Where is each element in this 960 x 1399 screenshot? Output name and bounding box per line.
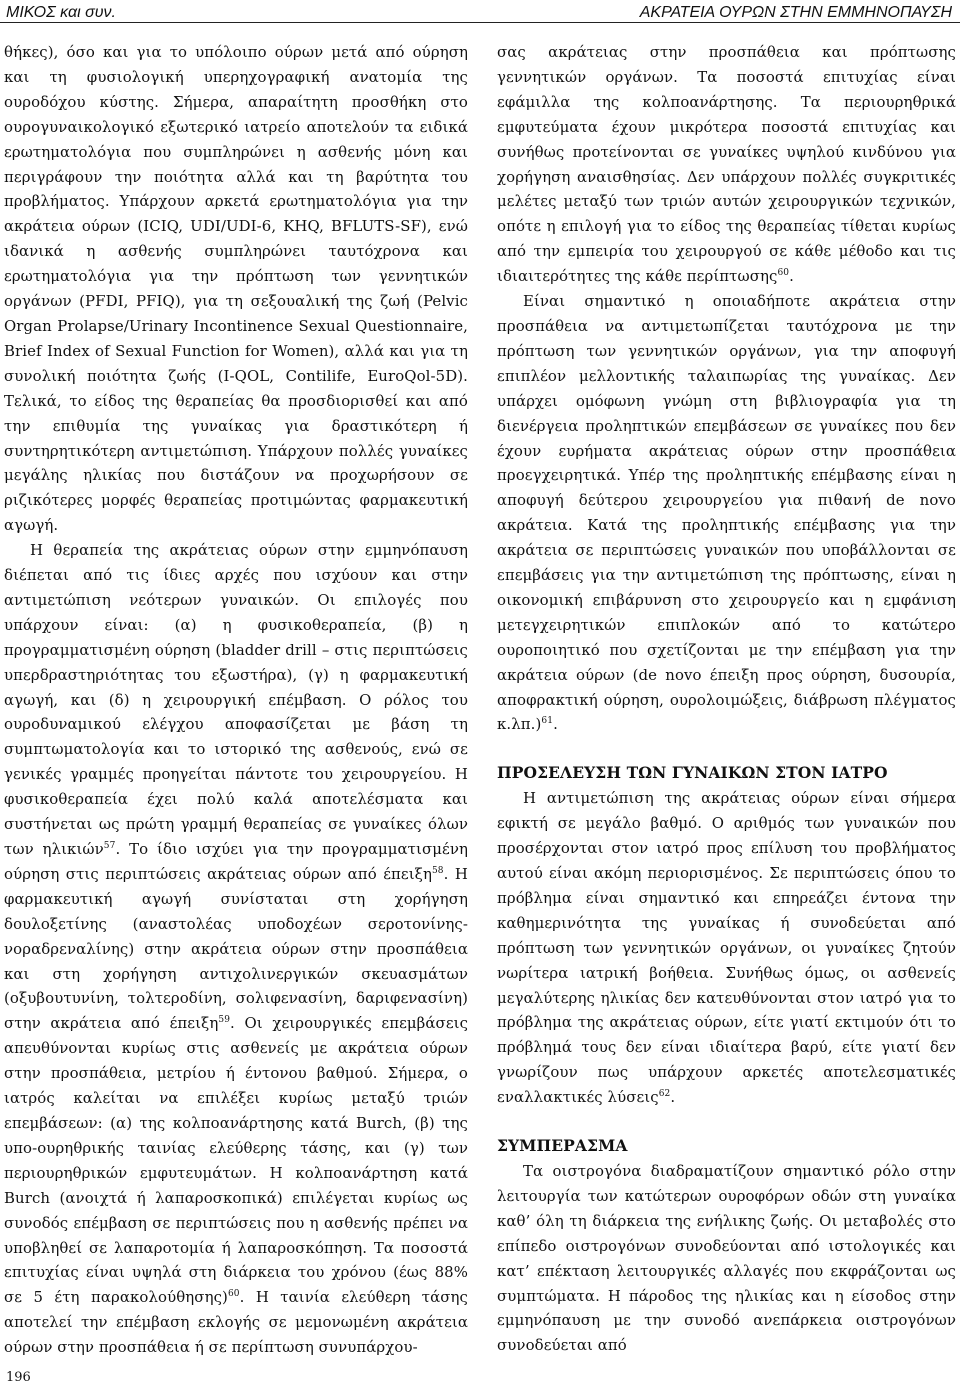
left-paragraph-2-text-b: . Το ίδιο ισχύει για την προγραμματισμένη ούρηση στις περιπτώσεις ακράτειας ούρων από έπειξη (4, 840, 468, 883)
right-paragraph-3-text-b: . (670, 1088, 676, 1107)
left-paragraph-2-text-e: . Η ταινία ελεύθερη τάσης αποτελεί την επέμβαση εκλογής σε μεμονωμένη ακράτεια ούρων στην προσπάθεια ή σε περίπτωση συνυπάρχου- (4, 1288, 468, 1357)
right-paragraph-2-text-a: Είναι σημαντικό η οποιαδήποτε ακράτεια στην προσπάθεια να αντιμετωπίζεται ταυτόχρονα με την πρόπτωση των γεννητικών οργάνων, για την αποφυγή επιπλέον μελλοντικής ταλαιπωρίας της γυναίκας. Δεν υπάρχει ομόφωνη γνώμη στη βιβλιογραφία για τη διενέργεια προληπτικών επεμβάσεων σε γυναίκες που δεν έχουν ευρήματα ακράτειας ούρων στην προσπάθεια προεγχειρητικά. Υπέρ της προληπτικής επέμβασης είναι η αποφυγή δεύτερου χειρουργείου για πιθανή de novo ακράτεια. Κατά της προληπτικής επέμβασης για την ακράτεια σε περιπτώσεις γυναικών που υποβάλλονται σε επεμβάσεις για την αντιμετώπιση της πρόπτωσης, είναι η οικονομική επιβάρυνση στο χειρουργείο και η εμφάνιση μετεγχειρητικών επιπλοκών από το κατώτερο ουροποιητικό που σχετίζονται με την επέμβαση για την ακράτεια ούρων (de novo έπειξη προς ούρηση, δυσουρία, αποφρακτική ούρηση, ουρολοιμώξεις, διάβρωση πλέγματος κ.λπ.) (497, 292, 956, 734)
left-paragraph-1-text: θήκες), όσο και για το υπόλοιπο ούρων μετά από ούρηση και τη φυσιολογική υπερηχογραφική ανατομία της ουροδόχου κύστης. Σήμερα, απαραίτητη προσθήκη στο ουρογυναικολογικό εξωτερικό ιατρείο αποτελούν τα ειδικά ερωτηματολόγια που συμπληρώνει η ασθενής μόνη και περιγράφουν την ποιότητα αλλά και τη βαρύτητα του προβλήματος. Υπάρχουν αρκετά ερωτηματολόγια για την ακράτεια ούρων (ICIQ, UDI/UDI-6, KHQ, BFLUTS-SF), ενώ ιδανικά η ασθενής συμπληρώνει ταυτόχρονα και ερωτηματολόγια για την πρόπτωση των γεννητικών οργάνων (PFDI, PFIQ), για τη σεξουαλική της ζωή (Pelvic Organ Prolapse/Urinary Incontinence Sexual Questionnaire, Brief Index of Sexual Function for Women), αλλά και για τη συνολική ποιότητα ζωής (I-QOL, Contilife, EuroQol-5D). Τελικά, το είδος της θεραπείας θα προσδιορισθεί και από την επιθυμία της γυναίκας για δραστικότερη ή συντηρητικότερη αντιμετώπιση. Υπάρχουν πολλές γυναίκες μεγάλης ηλικίας που διστάζουν να προχωρήσουν σε ριζικότερες μορφές θεραπείας προτιμώντας φαρμακευτική αγωγή. (4, 43, 468, 535)
left-paragraph-2-text-c: . Η φαρμακευτική αγωγή συνίσταται στη χορήγηση δουλοξετίνης (αναστολέας υποδοχέων σεροτονίνης-νοραδρεναλίνης) στην ακράτεια ούρων στην προσπάθεια και στη χορήγηση αντιχολινεργικών σκευασμάτων (οξυβουτυνίνη, τολτεροδίνη, σολιφενασίνη, δαριφενασίνη) στην ακράτεια από έπειξη (4, 864, 468, 1033)
left-paragraph-2-text-d: . Οι χειρουργικές επεμβάσεις απευθύνονται κυρίως στις ασθενείς με ακράτεια ούρων στην προσπάθεια, μετρίου ή έντονου βαθμού. Σήμερα, ο ιατρός καλείται να επιλέξει κυρίως μεταξύ τριών επεμβάσεων: (α) της κολποανάρτησης κατά Burch, (β) της υπο-ουρηθρικής ταινίας ελεύθερης τάσης, και (γ) των περιουρηθρικών εμφυτευμάτων. Η κολποανάρτηση κατά Burch (ανοιχτά ή λαπαροσκοπικά) επιλέγεται κυρίως ως συνοδός επέμβαση σε περιπτώσεις που η ασθενής πρέπει να υποβληθεί σε λαπαροτομία ή λαπαροσκόπηση. Τα ποσοστά επιτυχίας είναι υψηλά στη διάρκεια του χρόνου (έως 88% σε 5 έτη παρακολούθησης) (4, 1014, 469, 1307)
left-column (4, 40, 468, 1360)
reference-60: 60 (227, 1289, 240, 1300)
section-gap (497, 737, 956, 761)
right-paragraph-2-text-b: . (553, 715, 558, 734)
section-gap (497, 1110, 956, 1134)
header-rule (0, 22, 960, 23)
header-title: ΑΚΡΑΤΕΙΑ ΟΥΡΩΝ ΣΤΗΝ ΕΜΜΗΝΟΠΑΥΣΗ (639, 4, 952, 21)
right-paragraph-3-text-a: Η αντιμετώπιση της ακράτειας ούρων είναι σήμερα εφικτή σε μεγάλο βαθμό. Ο αριθμός των γυναικών που προσέρχονται στον ιατρό προς επίλυση του προβλήματος αυτού είναι ακόμη περιορισμένος. Σε περιπτώσεις όπου το πρόβλημα είναι σημαντικό και επηρεάζει έντονα την καθημερινότητα της γυναίκας ή συνοδεύεται από πρόπτωση των γεννητικών οργάνων, οι γυναίκες ζητούν νωρίτερα ιατρική βοήθεια. Συνήθως όμως, οι ασθενείς μεγαλύτερης ηλικίας δεν κατευθύνονται στον ιατρό για το πρόβλημα της ακράτειας ούρων, είτε γιατί εκτιμούν ότι το πρόβλημά τους δεν είναι ιδιαίτερα βαρύ, είτε γιατί δεν γνωρίζουν πως υπάρχουν αρκετές αποτελεσματικές εναλλακτικές λύσεις (497, 789, 956, 1107)
section-heading-conclusion: ΣΥΜΠΕΡΑΣΜΑ (497, 1136, 628, 1156)
header-authors: ΜΙΚΟΣ και συν. (6, 4, 116, 21)
right-paragraph-4-text: Τα οιστρογόνα διαδραματίζουν σημαντικό ρόλο στην λειτουργία των κατώτερων ουροφόρων οδών στη γυναίκα καθ’ όλη τη διάρκεια της ενήλικης ζωής. Οι μεταβολές στο επίπεδο οιστρογόνων συνοδεύονται από ιστολογικές και κατ’ επέκταση λειτουργικές αλλαγές που εκφράζονται ως συμπτώματα. Η πάροδος της ηλικίας και η είσοδος στην εμμηνόπαυση με την συνοδό ανεπάρκεια οιστρογόνων συνοδεύεται από (497, 1161, 956, 1355)
reference-62: 62 (658, 1089, 671, 1100)
reference-61: 61 (541, 716, 554, 727)
right-paragraph-2 (497, 289, 956, 737)
right-paragraph-1 (497, 40, 956, 289)
right-paragraph-1-text-a: σας ακράτειας στην προσπάθεια και πρόπτωσης γεννητικών οργάνων. Τα ποσοστά επιτυχίας είναι εφάμιλλα της κολποανάρτησης. Τα περιουρηθρικά εμφυτεύματα έχουν μικρότερα ποσοστά επιτυχίας και συνήθως προτείνονται σε γυναίκες υψηλού κινδύνου για χορήγηση αναισθησίας. Δεν υπάρχουν πολλές συγκριτικές μελέτες μεταξύ των τριών αυτών χειρουργικών τεχνικών, οπότε η επιλογή για το είδος της θεραπείας τίθεται κυρίως από την εμπειρία του χειρουργού σε κάθε μέθοδο και τις ιδιαιτερότητες της κάθε περίπτωσης (497, 43, 956, 286)
right-paragraph-3 (497, 786, 956, 1110)
left-paragraph-2-text-a: Η θεραπεία της ακράτειας ούρων στην εμμηνόπαυση διέπεται από τις ίδιες αρχές που ισχύουν και στην αντιμετώπιση νεότερων γυναικών. Οι επιλογές που υπάρχουν είναι: (α) η φυσικοθεραπεία, (β) η προγραμματισμένη ούρηση (bladder drill – στις περιπτώσεις υπερδραστηριότητας του εξωστήρα), (γ) η φαρμακευτική αγωγή, και (δ) η χειρουργική επέμβαση. Ο ρόλος του ουροδυναμικού ελέγχου αποφασίζεται με βάση τη συμπτωματολογία και το ιστορικό της ασθενούς, ενώ σε γενικές γραμμές προηγείται πάντοτε του χειρουργείου. Η φυσικοθεραπεία έχει πολύ καλά αποτελέσματα και συστήνεται ως πρώτη γραμμή θεραπείας σε γυναίκες όλων των ηλικιών (4, 541, 468, 858)
page-number: 196 (6, 1370, 31, 1385)
right-paragraph-4 (497, 1159, 956, 1358)
right-paragraph-1-text-b: . (789, 267, 794, 286)
section-heading-presentation: ΠΡΟΣΕΛΕΥΣΗ ΤΩΝ ΓΥΝΑΙΚΩΝ ΣΤΟΝ ΙΑΤΡΟ (497, 763, 888, 783)
reference-59: 59 (218, 1015, 231, 1026)
reference-60-right: 60 (777, 268, 790, 279)
left-paragraph-2 (4, 538, 468, 1360)
running-header (0, 0, 960, 32)
reference-58: 58 (431, 865, 444, 876)
left-paragraph-1 (4, 40, 468, 538)
right-column (497, 40, 956, 1358)
reference-57: 57 (103, 841, 116, 852)
